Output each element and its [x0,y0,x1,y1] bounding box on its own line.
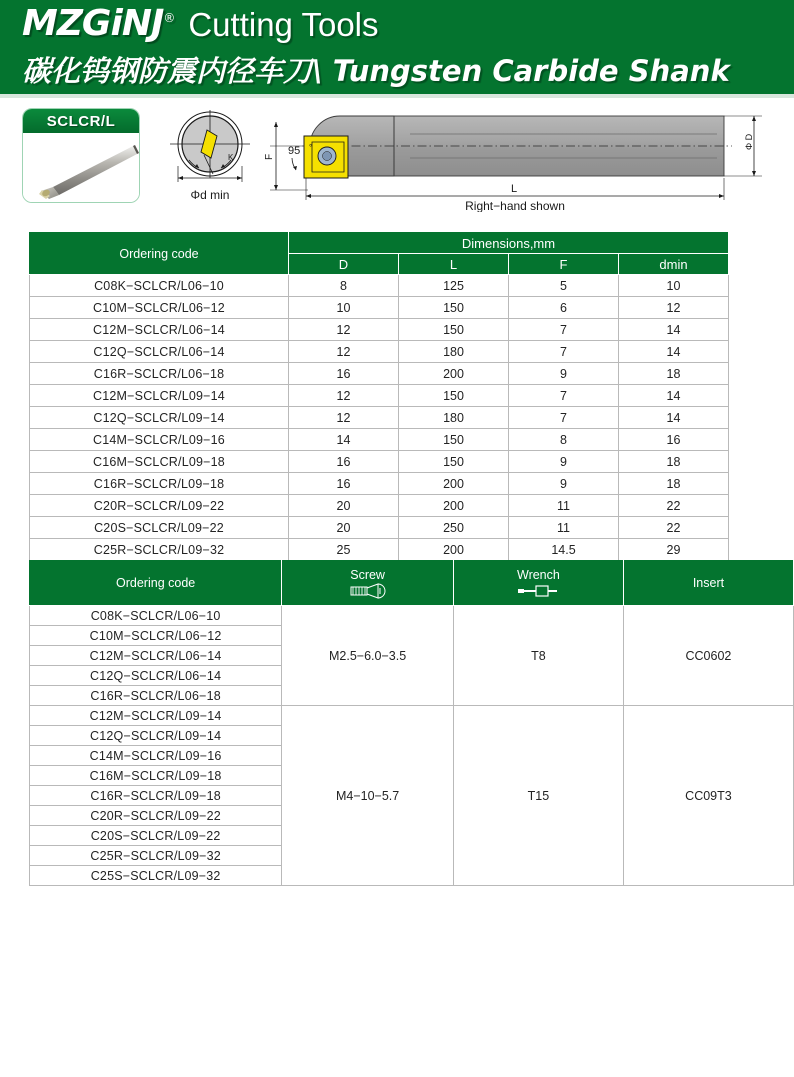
cell-f: 8 [509,429,619,451]
accessories-table-head [30,561,794,606]
cell-l: 180 [399,407,509,429]
cell-dmin: 22 [619,495,729,517]
cell-f: 7 [509,319,619,341]
table-row [30,341,729,363]
cross-section-figure [155,106,265,210]
cell-d: 20 [289,517,399,539]
product-figure-strip [0,98,794,216]
svg-text:Φ D: Φ D [744,133,754,150]
cell-dmin: 12 [619,297,729,319]
cell-ordering-code: C12Q−SCLCR/L09−14 [30,726,282,746]
cell-f: 5 [509,275,619,297]
cell-ordering-code: C25R−SCLCR/L09−32 [30,846,282,866]
page-header-banner [0,0,794,98]
cell-ordering-code: C12Q−SCLCR/L06−14 [30,666,282,686]
table-row [30,539,729,561]
cell-d: 16 [289,451,399,473]
cell-d: 12 [289,385,399,407]
cell-ordering-code: C12M−SCLCR/L09−14 [30,385,289,407]
product-series-label: SCLCR/L [46,112,116,130]
table-row [30,451,729,473]
cell-ordering-code: C12M−SCLCR/L06−14 [30,319,289,341]
cell-dmin: 18 [619,363,729,385]
cell-dmin: 14 [619,385,729,407]
cell-insert: CC0602 [623,606,793,706]
header-bottom-row [0,48,794,94]
cell-ordering-code: C10M−SCLCR/L06−12 [30,297,289,319]
product-photo-image [23,133,139,202]
cell-insert: CC09T3 [623,706,793,886]
registered-trademark-icon: ® [163,11,175,25]
cell-ordering-code: C14M−SCLCR/L09−16 [30,429,289,451]
cell-ordering-code: C16R−SCLCR/L06−18 [30,363,289,385]
product-photo-card-header [23,109,139,133]
cell-ordering-code: C08K−SCLCR/L06−10 [30,275,289,297]
product-photo-card [22,108,140,203]
svg-text:K: K [228,153,234,162]
cell-ordering-code: C16R−SCLCR/L09−18 [30,473,289,495]
cell-l: 150 [399,319,509,341]
cell-ordering-code: C12M−SCLCR/L06−14 [30,646,282,666]
cell-dmin: 10 [619,275,729,297]
svg-text:°: ° [309,143,313,152]
cell-l: 250 [399,517,509,539]
cell-d: 10 [289,297,399,319]
cell-f: 7 [509,385,619,407]
col-header-f: F [509,254,619,275]
svg-text:L: L [511,183,518,195]
cell-ordering-code: C14M−SCLCR/L09−16 [30,746,282,766]
col-header-dmin: dmin [619,254,729,275]
cell-d: 16 [289,473,399,495]
cell-d: 20 [289,495,399,517]
cell-f: 7 [509,341,619,363]
brand-logo-text: MZGiNJ [22,3,164,44]
side-view-figure [262,104,790,214]
cell-dmin: 22 [619,517,729,539]
cell-f: 11 [509,517,619,539]
table-row [30,363,729,385]
cell-ordering-code: C20R−SCLCR/L09−22 [30,495,289,517]
col-header-ordering-code-2: Ordering code [30,561,282,606]
cell-f: 7 [509,407,619,429]
cell-ordering-code: C12Q−SCLCR/L09−14 [30,407,289,429]
cell-wrench: T15 [453,706,623,886]
cell-ordering-code: C16M−SCLCR/L09−18 [30,451,289,473]
side-view-caption-text: Right−hand shown [465,199,565,212]
boring-bar-side-view-icon [262,104,790,212]
table-row [30,319,729,341]
table-row [30,297,729,319]
cell-dmin: 14 [619,319,729,341]
col-header-wrench-label: Wrench [517,567,560,582]
boring-bar-photo-icon [23,133,139,202]
cell-l: 200 [399,539,509,561]
cell-wrench: T8 [453,606,623,706]
dimensions-table-body [30,275,729,583]
cell-ordering-code: C10M−SCLCR/L06−12 [30,626,282,646]
col-header-screw [282,561,454,606]
cell-ordering-code: C16M−SCLCR/L09−18 [30,766,282,786]
accessories-header-row [30,561,794,606]
cell-ordering-code: C12Q−SCLCR/L06−14 [30,341,289,363]
cell-f: 14.5 [509,539,619,561]
accessories-table [29,560,794,886]
cell-d: 12 [289,319,399,341]
cell-dmin: 14 [619,407,729,429]
dimensions-table [29,232,729,583]
cell-d: 12 [289,407,399,429]
col-header-ordering-code: Ordering code [30,233,289,275]
table-row [30,275,729,297]
cell-dmin: 14 [619,341,729,363]
cell-ordering-code: C20S−SCLCR/L09−22 [30,826,282,846]
cell-l: 125 [399,275,509,297]
table-row [30,606,794,626]
accessories-table-body [30,606,794,886]
cell-screw: M4−10−5.7 [282,706,454,886]
cell-l: 200 [399,473,509,495]
header-top-row [0,0,794,48]
cell-l: 180 [399,341,509,363]
cell-f: 9 [509,451,619,473]
cell-d: 14 [289,429,399,451]
table-row [30,385,729,407]
cell-dmin: 29 [619,539,729,561]
cell-d: 25 [289,539,399,561]
cell-l: 150 [399,385,509,407]
brand-logo [22,3,175,44]
cell-dmin: 18 [619,451,729,473]
cross-section-label: Φd min [190,188,230,202]
cell-d: 16 [289,363,399,385]
col-header-screw-label: Screw [350,567,385,582]
cell-f: 11 [509,495,619,517]
cell-screw: M2.5−6.0−3.5 [282,606,454,706]
cell-dmin: 16 [619,429,729,451]
cell-ordering-code: C16R−SCLCR/L06−18 [30,686,282,706]
table-row [30,407,729,429]
screw-icon [348,583,388,599]
cell-l: 150 [399,297,509,319]
cell-ordering-code: C16R−SCLCR/L09−18 [30,786,282,806]
col-header-l: L [399,254,509,275]
dimensions-header-row-1 [30,233,729,254]
cell-ordering-code: C25R−SCLCR/L09−32 [30,539,289,561]
col-header-wrench [453,561,623,606]
cell-d: 12 [289,341,399,363]
table-row [30,473,729,495]
header-title: Cutting Tools [188,5,379,43]
dimensions-table-head [30,233,729,275]
cell-ordering-code: C12M−SCLCR/L09−14 [30,706,282,726]
wrench-icon [516,583,560,599]
table-row [30,706,794,726]
svg-text:F: F [264,153,275,160]
table-row [30,517,729,539]
cell-d: 8 [289,275,399,297]
cross-section-diagram-icon [155,106,265,190]
cell-ordering-code: C20R−SCLCR/L09−22 [30,806,282,826]
col-header-d: D [289,254,399,275]
svg-text:95: 95 [288,145,301,157]
cell-dmin: 18 [619,473,729,495]
cell-l: 200 [399,363,509,385]
cell-f: 9 [509,473,619,495]
cell-ordering-code: C08K−SCLCR/L06−10 [30,606,282,626]
cell-ordering-code: C20S−SCLCR/L09−22 [30,517,289,539]
cell-l: 200 [399,495,509,517]
cell-ordering-code: C25S−SCLCR/L09−32 [30,866,282,886]
cell-l: 150 [399,429,509,451]
dimensions-table-wrapper [29,232,729,583]
accessories-table-wrapper [29,560,794,886]
col-header-insert: Insert [623,561,793,606]
header-subtitle: 碳化钨钢防震内径车刀\ Tungsten Carbide Shank [22,53,730,88]
table-row [30,429,729,451]
cell-f: 9 [509,363,619,385]
table-row [30,495,729,517]
cell-l: 150 [399,451,509,473]
col-header-dimensions: Dimensions,mm [289,233,729,254]
cell-f: 6 [509,297,619,319]
